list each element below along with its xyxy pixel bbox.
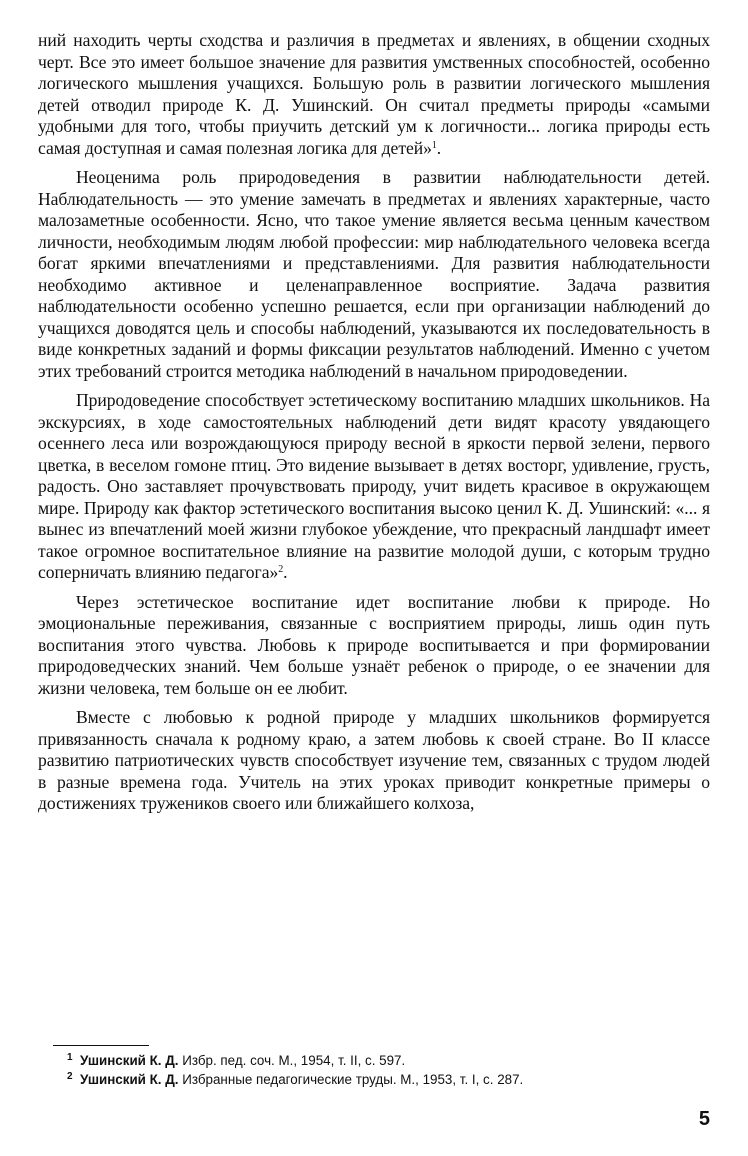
paragraph-1 [38, 30, 710, 159]
paragraph-5-text: Вместе с любовью к родной природе у младших школьников формируется привязанность сначала к родному краю, а затем любовь к своей стране. Во II классе развитию патриотических чувств способствует изучение тем, связанных с трудом людей в разные времена года. Учитель на этих уроках приводит конкретные примеры о достижениях тружеников своего или ближайшего колхоза, [38, 707, 710, 813]
page-number: 5 [698, 1108, 710, 1130]
paragraph-3-tail: . [283, 562, 288, 582]
paragraph-2 [38, 167, 710, 382]
paragraph-1-text: ний находить черты сходства и различия в предметах и явлениях, в общении сходных черт. Все это имеет большое значение для развития умственных способностей, особенно логического мышления учащихся. Большую роль в развитии логического мышления детей отводил природе К. Д. Ушинский. Он считал предметы природы «самыми удобными для того, чтобы приучить детский ум к логичности... логика природы есть самая доступная и самая полезная логика для детей» [38, 30, 710, 158]
paragraph-1-tail: . [436, 137, 442, 158]
paragraph-4 [38, 592, 710, 700]
footnote-2-mark: 2 [67, 1071, 73, 1082]
footnote-divider [53, 1045, 149, 1046]
footnote-2 [67, 1070, 720, 1089]
footnote-2-text: Избранные педагогические труды. М., 1953, т. I, с. 287. [182, 1072, 524, 1087]
footnote-2-author: Ушинский К. Д. [80, 1072, 179, 1087]
page-body [38, 30, 710, 815]
footnote-ref-1: 1 [431, 139, 437, 151]
paragraph-5 [38, 707, 710, 815]
footnote-1-text: Избр. пед. соч. М., 1954, т. II, с. 597. [182, 1053, 406, 1068]
paragraph-4-text: Через эстетическое воспитание идет воспитание любви к природе. Но эмоциональные переживания, связанные с восприятием природы, лишь один путь воспитания этого чувства. Любовь к природе воспитывается и при формировании природоведческих знаний. Чем больше узнаёт ребенок о природе, о ее значении для жизни человека, тем больше он ее любит. [38, 591, 710, 698]
paragraph-3-text: Природоведение способствует эстетическому воспитанию младших школьников. На экскурсиях, в ходе самостоятельных наблюдений дети видят красоту увядающего осеннего леса или возрождающуюся природу весной в яркости первой зелени, первого цветка, в веселом гомоне птиц. Это видение вызывает в детях восторг, удивление, грусть, радость. Оно заставляет прочувствовать природу, учит видеть красивое в окружающем мире. Природу как фактор эстетического воспитания высоко ценил К. Д. Ушинский: «... я вынес из впечатлений моей жизни глубокое убеждение, что прекрасный ландшафт имеет такое огромное воспитательное влияние на развитие молодой души, с которым трудно соперничать влиянию педагога» [38, 390, 710, 582]
footnote-1-mark: 1 [67, 1052, 73, 1063]
footnote-1-author: Ушинский К. Д. [80, 1053, 179, 1068]
footnotes [67, 1051, 720, 1089]
footnote-ref-2: 2 [278, 564, 284, 575]
paragraph-2-text: Неоценима роль природоведения в развитии наблюдательности детей. Наблюдательность — это умение замечать в предметах и явлениях характерные, часто малозаметные особенности. Ясно, что такое умение является весьма ценным качеством личности, необходимым людям любой профессии: мир наблюдательного человека всегда богат яркими впечатлениями и представлениями. Для развития наблюдательности необходимо активное и целенаправленное восприятие. Задача развития наблюдательности особенно успешно решается, если при организации наблюдений до учащихся доводятся цель и способы наблюдений, указываются их последовательность в виде конкретных заданий и формы фиксации результатов наблюдений. Именно с учетом этих требований строится методика наблюдений в начальном природоведении. [38, 167, 710, 381]
footnote-1 [67, 1051, 720, 1070]
paragraph-3 [38, 390, 710, 584]
